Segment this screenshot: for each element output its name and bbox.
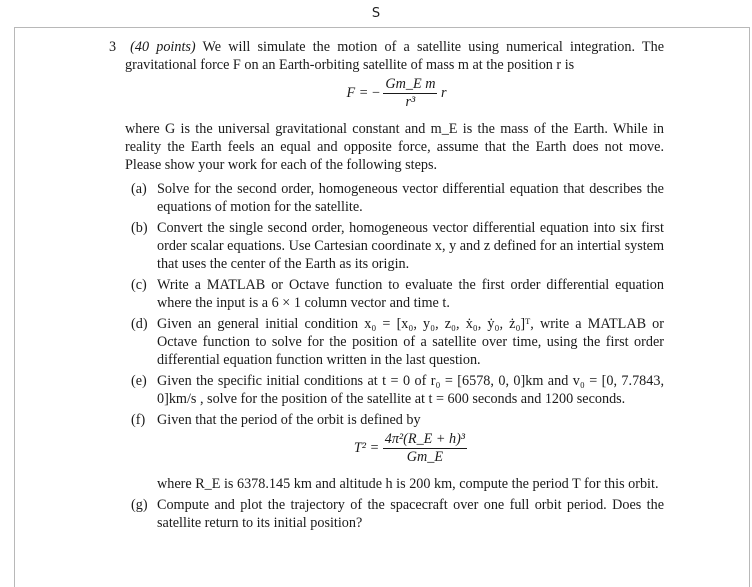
- force-fraction: [383, 76, 437, 111]
- force-vector: r: [440, 84, 447, 101]
- force-equation: [109, 76, 664, 116]
- part-text: Write a MATLAB or Octave function to evaluate the first order differential equation where the input is a 6 × 1 column vector and time t.: [157, 277, 664, 311]
- part-e: [109, 372, 664, 408]
- period-equation: [157, 431, 664, 471]
- page-header-letter: S: [371, 6, 381, 21]
- part-label: (c): [131, 277, 147, 293]
- part-label: (f): [131, 412, 146, 428]
- problem-intro: [109, 38, 664, 74]
- force-lhs: F =: [346, 84, 369, 101]
- part-a: [109, 180, 664, 216]
- part-label: (e): [131, 373, 147, 389]
- part-label: (g): [131, 497, 148, 513]
- problem-intro-text: We will simulate the motion of a satellite using numerical integration. The gravitational force F on an Earth-orbiting satellite of mass m at the position r is: [125, 39, 664, 73]
- part-f: [109, 411, 664, 493]
- part-label: (a): [131, 181, 147, 197]
- period-text: where R_E is 6378.145 km and altitude h is 200 km, compute the period T for this orbit.: [157, 476, 659, 492]
- part-d: [109, 315, 664, 369]
- force-minus: −: [371, 84, 380, 101]
- part-text: Given the specific initial conditions at t = 0 of r₀ = [6578, 0, 0]km and v₀ = [0, 7.7843, 0]km/s , solve for the position of the satellite at t = 600 seconds and 1200 seconds.: [157, 373, 664, 407]
- problem-content: [109, 38, 664, 535]
- part-c: [109, 276, 664, 312]
- period-fraction: [383, 431, 467, 466]
- period-denominator: Gm_E: [406, 449, 444, 465]
- problem-number: 3: [109, 39, 117, 55]
- part-text: Compute and plot the trajectory of the spacecraft over one full orbit period. Does the satellite return to its initial position?: [157, 497, 664, 531]
- part-text: Solve for the second order, homogeneous vector differential equation that describes the equations of motion for the satellite.: [157, 181, 664, 215]
- parts-list: [109, 180, 664, 532]
- period-lhs: T² =: [353, 439, 380, 456]
- problem-description: where G is the universal gravitational constant and m_E is the mass of the Earth. While in reality the Earth feels an equal and opposite force, assume that the Earth does not move. Please show your work for each of the following steps.: [125, 121, 664, 173]
- part-label: (d): [131, 316, 148, 332]
- part-text: Convert the single second order, homogeneous vector differential equation into six first order scalar equations. Use Cartesian coordinate x, y and z defined for an intertial system that uses the center of the Earth as its origin.: [157, 220, 664, 272]
- part-g: [109, 496, 664, 532]
- force-numerator: Gm_E m: [385, 76, 436, 92]
- part-label: (b): [131, 220, 148, 236]
- part-text: Given that the period of the orbit is defined by: [157, 412, 421, 428]
- force-denominator: r³: [405, 94, 416, 110]
- part-text: Given an general initial condition x₀ = [x₀, y₀, z₀, ẋ₀, ẏ₀, ż₀]ᵀ, write a MATLAB or Octave function to solve for the position of a satellite over time, using the first order differential equation function written in the last question.: [157, 316, 664, 368]
- part-b: [109, 219, 664, 273]
- period-numerator: 4π²(R_E + h)³: [384, 431, 466, 447]
- problem-points: (40 points): [130, 39, 196, 55]
